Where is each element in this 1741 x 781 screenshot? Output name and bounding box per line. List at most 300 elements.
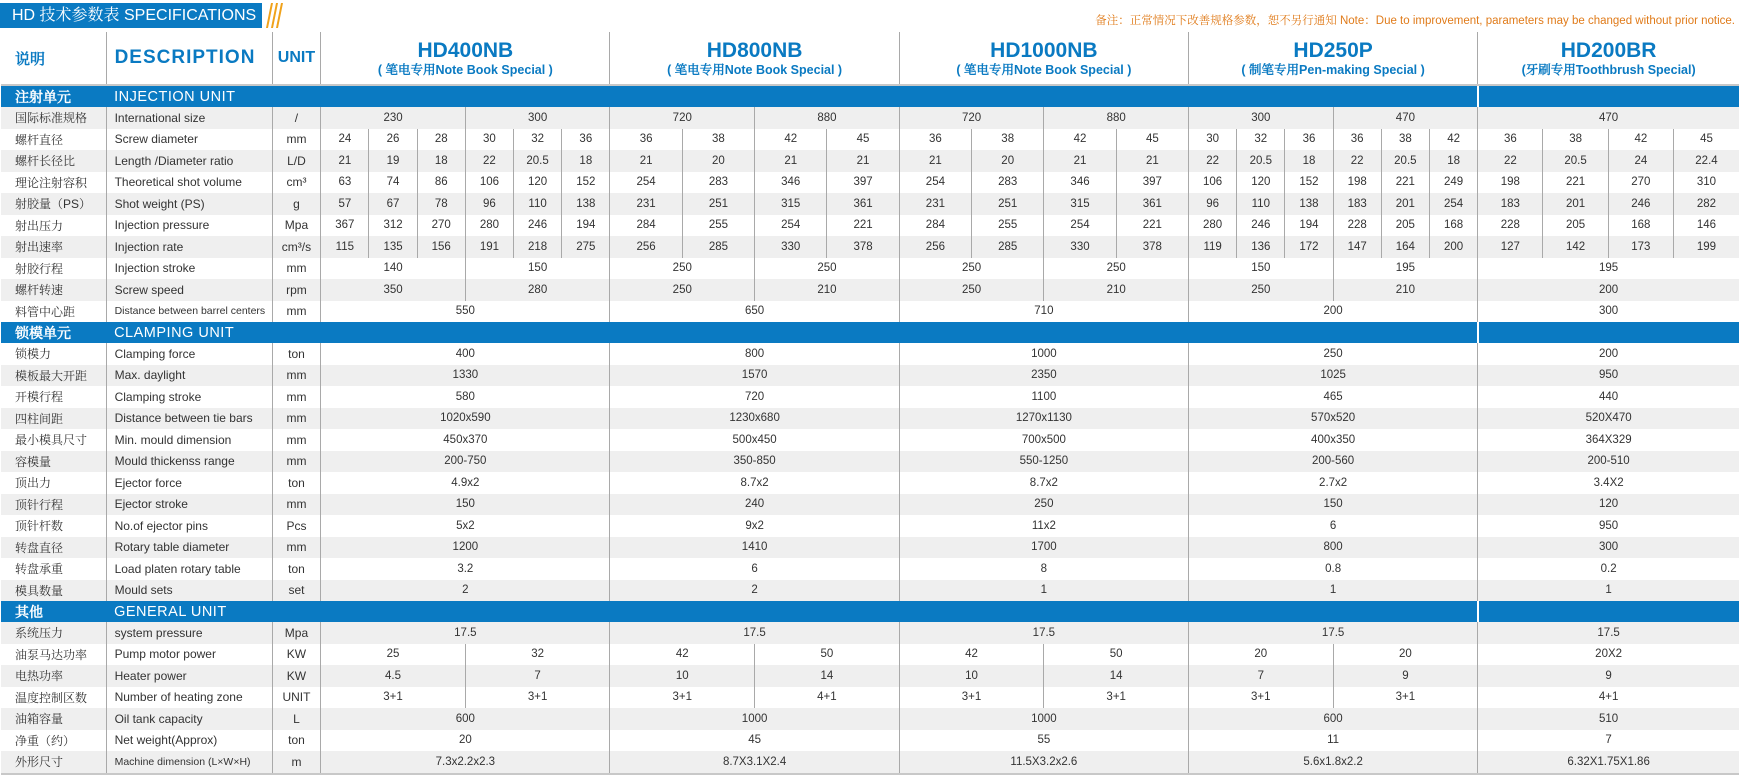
table-cell: 147 (1333, 236, 1381, 258)
row-unit: mm (272, 258, 321, 280)
table-cell: 20 (972, 150, 1044, 172)
page-title: HD 技术参数表 SPECIFICATIONS (0, 3, 262, 28)
table-cell: 378 (1116, 236, 1188, 258)
row-unit: KW (272, 644, 321, 666)
table-cell: 150 (465, 258, 610, 280)
table-cell: 7 (1478, 730, 1739, 752)
table-cell: 173 (1608, 236, 1673, 258)
table-cell: 280 (465, 215, 513, 237)
row-unit: / (272, 107, 321, 129)
table-cell: 246 (1608, 193, 1673, 215)
row-label-cn: 油箱容量 (1, 708, 106, 730)
table-cell: 200 (1478, 343, 1739, 365)
table-cell: 150 (1189, 258, 1334, 280)
row-label-cn: 射胶行程 (1, 258, 106, 280)
row-label-en: Oil tank capacity (106, 708, 272, 730)
row-label-en: Max. daylight (106, 365, 272, 387)
table-cell: 21 (1116, 150, 1188, 172)
table-cell: 38 (1543, 129, 1608, 151)
table-cell: 550 (321, 301, 610, 323)
table-cell: 21 (321, 150, 369, 172)
row-label-en: Shot weight (PS) (106, 193, 272, 215)
model-header-hd250p (1189, 32, 1478, 85)
row-unit: cm³ (272, 172, 321, 194)
table-cell: 580 (321, 386, 610, 408)
table-cell: 36 (562, 129, 610, 151)
table-cell: 350 (321, 279, 466, 301)
table-cell: 45 (1673, 129, 1739, 151)
table-cell: 142 (1543, 236, 1608, 258)
table-cell: 1270x1130 (899, 408, 1188, 430)
table-cell: 510 (1478, 708, 1739, 730)
table-cell: 400x350 (1189, 429, 1478, 451)
row-unit: mm (272, 429, 321, 451)
table-cell: 191 (465, 236, 513, 258)
table-cell: 67 (369, 193, 417, 215)
table-cell: 3+1 (899, 687, 1044, 709)
table-cell: 20 (682, 150, 754, 172)
table-cell: 1 (899, 580, 1188, 602)
table-cell: 254 (899, 172, 971, 194)
table-cell: 110 (1237, 193, 1285, 215)
table-cell: 221 (827, 215, 899, 237)
table-cell: 146 (1673, 215, 1739, 237)
table-cell: 183 (1478, 193, 1543, 215)
improvement-note: 备注：正常情况下改善规格参数，恕不另行通知 Note：Due to improvement, parameters may be changed without prior notice. (1095, 15, 1735, 27)
table-cell: 246 (514, 215, 562, 237)
table-cell: 50 (755, 644, 900, 666)
table-cell: 195 (1478, 258, 1739, 280)
table-cell: 600 (321, 708, 610, 730)
table-cell: 22 (1189, 150, 1237, 172)
table-cell: 42 (899, 644, 1044, 666)
table-cell: 950 (1478, 515, 1739, 537)
table-cell: 312 (369, 215, 417, 237)
table-cell: 106 (1189, 172, 1237, 194)
table-cell: 127 (1478, 236, 1543, 258)
table-cell: 284 (610, 215, 682, 237)
model-name: HD1000NB (990, 38, 1098, 62)
table-cell: 0.2 (1478, 558, 1739, 580)
row-unit: mm (272, 301, 321, 323)
section-title-en: CLAMPING UNIT (106, 322, 272, 343)
table-cell: 361 (827, 193, 899, 215)
table-row (1, 365, 1739, 387)
table-cell: 270 (417, 215, 465, 237)
table-cell: 270 (1608, 172, 1673, 194)
table-cell: 450x370 (321, 429, 610, 451)
table-cell: 18 (1285, 150, 1333, 172)
section-fill (272, 85, 1478, 107)
table-cell: 30 (1189, 129, 1237, 151)
table-cell: 285 (682, 236, 754, 258)
table-cell: 4.5 (321, 665, 466, 687)
table-cell: 183 (1333, 193, 1381, 215)
row-label-cn: 转盘承重 (1, 558, 106, 580)
col-header-unit: UNIT (272, 32, 321, 85)
table-cell: 240 (610, 494, 899, 516)
table-row (1, 279, 1739, 301)
row-label-en: Heater power (106, 665, 272, 687)
section-header-general-unit (1, 601, 1739, 622)
table-cell: 200-560 (1189, 451, 1478, 473)
table-row (1, 408, 1739, 430)
row-label-cn: 料管中心距 (1, 301, 106, 323)
row-unit: ton (272, 472, 321, 494)
table-cell: 22 (465, 150, 513, 172)
table-cell: 350-850 (610, 451, 899, 473)
table-cell: 300 (1478, 301, 1739, 323)
row-label-en: Distance between tie bars (106, 408, 272, 430)
row-unit: set (272, 580, 321, 602)
table-cell: 17.5 (321, 622, 610, 644)
table-cell: 36 (1478, 129, 1543, 151)
table-cell: 397 (827, 172, 899, 194)
table-cell: 195 (1333, 258, 1478, 280)
row-label-cn: 转盘直径 (1, 537, 106, 559)
table-cell: 4+1 (1478, 687, 1739, 709)
model-subtitle: (牙刷专用Toothbrush Special) (1521, 62, 1696, 77)
row-label-cn: 油泵马达功率 (1, 644, 106, 666)
table-row (1, 258, 1739, 280)
table-cell: 20.5 (1543, 150, 1608, 172)
table-cell: 250 (1189, 279, 1334, 301)
table-cell: 285 (972, 236, 1044, 258)
table-cell: 19 (369, 150, 417, 172)
table-cell: 280 (465, 279, 610, 301)
row-label-en: Screw speed (106, 279, 272, 301)
table-cell: 8.7x2 (899, 472, 1188, 494)
table-row (1, 429, 1739, 451)
table-cell: 20 (1333, 644, 1478, 666)
table-row (1, 708, 1739, 730)
table-cell: 20.5 (1237, 150, 1285, 172)
table-cell: 201 (1543, 193, 1608, 215)
row-label-cn: 国际标准规格 (1, 107, 106, 129)
table-cell: 205 (1381, 215, 1429, 237)
table-row (1, 215, 1739, 237)
table-cell: 36 (610, 129, 682, 151)
table-cell: 150 (321, 494, 610, 516)
table-cell: 367 (321, 215, 369, 237)
section-fill (272, 322, 1478, 343)
table-cell: 14 (1044, 665, 1189, 687)
row-unit: Pcs (272, 515, 321, 537)
table-cell: 210 (755, 279, 900, 301)
table-cell: 880 (755, 107, 900, 129)
table-row (1, 537, 1739, 559)
row-label-cn: 射胶量（PS） (1, 193, 106, 215)
table-cell: 378 (827, 236, 899, 258)
table-cell: 346 (1044, 172, 1116, 194)
table-cell: 32 (1237, 129, 1285, 151)
table-cell: 18 (562, 150, 610, 172)
table-cell: 300 (465, 107, 610, 129)
row-unit: Mpa (272, 215, 321, 237)
table-cell: 200-510 (1478, 451, 1739, 473)
row-label-cn: 射出压力 (1, 215, 106, 237)
table-cell: 32 (465, 644, 610, 666)
table-row (1, 730, 1739, 752)
row-unit: Mpa (272, 622, 321, 644)
table-cell: 600 (1189, 708, 1478, 730)
table-cell: 250 (899, 258, 1044, 280)
table-cell: 30 (465, 129, 513, 151)
table-cell: 8 (899, 558, 1188, 580)
model-name: HD200BR (1560, 38, 1657, 62)
table-cell: 315 (755, 193, 827, 215)
table-cell: 228 (1478, 215, 1543, 237)
table-cell: 800 (610, 343, 899, 365)
table-cell: 96 (1189, 193, 1237, 215)
table-row (1, 107, 1739, 129)
model-name: HD400NB (417, 38, 514, 62)
table-cell: 0.8 (1189, 558, 1478, 580)
table-row (1, 193, 1739, 215)
table-cell: 25 (321, 644, 466, 666)
table-cell: 17.5 (610, 622, 899, 644)
table-cell: 152 (562, 172, 610, 194)
table-cell: 880 (1044, 107, 1189, 129)
table-cell: 250 (610, 258, 755, 280)
row-unit: ton (272, 558, 321, 580)
table-cell: 21 (610, 150, 682, 172)
table-row (1, 129, 1739, 151)
table-row (1, 751, 1739, 774)
table-cell: 231 (610, 193, 682, 215)
table-cell: 800 (1189, 537, 1478, 559)
row-label-cn: 开模行程 (1, 386, 106, 408)
table-cell: 138 (562, 193, 610, 215)
table-cell: 205 (1543, 215, 1608, 237)
table-cell: 26 (369, 129, 417, 151)
table-cell: 4.9x2 (321, 472, 610, 494)
row-label-cn: 电热功率 (1, 665, 106, 687)
table-cell: 42 (1608, 129, 1673, 151)
row-unit: g (272, 193, 321, 215)
row-label-en: Injection rate (106, 236, 272, 258)
table-cell: 200 (1478, 279, 1739, 301)
row-unit: ton (272, 730, 321, 752)
model-name: HD250P (1293, 38, 1373, 62)
table-cell: 20.5 (514, 150, 562, 172)
table-cell: 194 (1285, 215, 1333, 237)
table-cell: 168 (1429, 215, 1477, 237)
table-cell: 18 (1429, 150, 1477, 172)
table-row (1, 301, 1739, 323)
table-cell: 20 (321, 730, 610, 752)
section-fill (272, 601, 1478, 622)
table-cell: 38 (1381, 129, 1429, 151)
table-row (1, 515, 1739, 537)
table-cell: 9 (1333, 665, 1478, 687)
row-label-cn: 净重（约） (1, 730, 106, 752)
table-cell: 1025 (1189, 365, 1478, 387)
table-cell: 36 (899, 129, 971, 151)
table-cell: 198 (1333, 172, 1381, 194)
table-cell: 250 (610, 279, 755, 301)
table-row (1, 386, 1739, 408)
table-cell: 201 (1381, 193, 1429, 215)
table-cell: 106 (465, 172, 513, 194)
table-cell: 300 (1189, 107, 1334, 129)
section-title-cn: 锁模单元 (1, 322, 106, 343)
table-cell: 6.32X1.75X1.86 (1478, 751, 1739, 774)
table-row (1, 580, 1739, 602)
row-label-en: No.of ejector pins (106, 515, 272, 537)
row-label-cn: 理论注射容积 (1, 172, 106, 194)
col-header-description: DESCRIPTION (106, 32, 272, 85)
row-label-cn: 外形尺寸 (1, 751, 106, 774)
table-cell: 254 (610, 172, 682, 194)
row-label-cn: 螺杆转速 (1, 279, 106, 301)
table-cell: 55 (899, 730, 1188, 752)
table-cell: 3+1 (610, 687, 755, 709)
row-label-en: Number of heating zone (106, 687, 272, 709)
table-cell: 440 (1478, 386, 1739, 408)
row-label-en: Mould thickenss range (106, 451, 272, 473)
table-cell: 38 (972, 129, 1044, 151)
table-cell: 10 (899, 665, 1044, 687)
table-row (1, 150, 1739, 172)
table-cell: 9 (1478, 665, 1739, 687)
table-cell: 950 (1478, 365, 1739, 387)
table-cell: 3+1 (321, 687, 466, 709)
table-cell: 28 (417, 129, 465, 151)
table-cell: 36 (1285, 129, 1333, 151)
row-label-cn: 螺杆长径比 (1, 150, 106, 172)
table-cell: 9x2 (610, 515, 899, 537)
section-fill (1478, 322, 1739, 343)
table-cell: 315 (1044, 193, 1116, 215)
table-cell: 3+1 (465, 687, 610, 709)
table-cell: 194 (562, 215, 610, 237)
table-cell: 231 (899, 193, 971, 215)
table-cell: 720 (610, 107, 755, 129)
row-label-cn: 顶出力 (1, 472, 106, 494)
table-cell: 36 (1333, 129, 1381, 151)
model-header-hd200br (1478, 32, 1739, 85)
table-cell: 221 (1543, 172, 1608, 194)
table-cell: 200 (1189, 301, 1478, 323)
table-cell: 251 (972, 193, 1044, 215)
table-row (1, 558, 1739, 580)
table-cell: 110 (514, 193, 562, 215)
stripes-decoration-icon (262, 3, 284, 28)
table-cell: 283 (682, 172, 754, 194)
table-cell: 1 (1478, 580, 1739, 602)
table-cell: 570x520 (1189, 408, 1478, 430)
table-cell: 1100 (899, 386, 1188, 408)
row-label-en: Clamping force (106, 343, 272, 365)
table-cell: 1570 (610, 365, 899, 387)
table-cell: 6 (1189, 515, 1478, 537)
model-subtitle: ( 笔电专用Note Book Special ) (956, 62, 1132, 77)
table-cell: 361 (1116, 193, 1188, 215)
table-cell: 330 (755, 236, 827, 258)
table-cell: 3+1 (1044, 687, 1189, 709)
table-cell: 254 (755, 215, 827, 237)
row-unit: rpm (272, 279, 321, 301)
table-cell: 228 (1333, 215, 1381, 237)
row-label-cn: 模具数量 (1, 580, 106, 602)
table-cell: 24 (321, 129, 369, 151)
table-cell: 250 (755, 258, 900, 280)
row-label-cn: 顶针杆数 (1, 515, 106, 537)
table-cell: 3+1 (1333, 687, 1478, 709)
row-label-en: Screw diameter (106, 129, 272, 151)
table-cell: 120 (514, 172, 562, 194)
row-unit: UNIT (272, 687, 321, 709)
table-cell: 63 (321, 172, 369, 194)
table-cell: 198 (1478, 172, 1543, 194)
header-banner (0, 3, 282, 28)
table-cell: 21 (899, 150, 971, 172)
table-cell: 20 (1189, 644, 1334, 666)
table-cell: 250 (1189, 343, 1478, 365)
table-cell: 500x450 (610, 429, 899, 451)
table-cell: 330 (1044, 236, 1116, 258)
table-cell: 22 (1333, 150, 1381, 172)
table-cell: 8.7x2 (610, 472, 899, 494)
table-cell: 168 (1608, 215, 1673, 237)
table-cell: 221 (1381, 172, 1429, 194)
table-cell: 254 (1044, 215, 1116, 237)
table-cell: 1700 (899, 537, 1188, 559)
table-cell: 550-1250 (899, 451, 1188, 473)
model-subtitle: ( 制笔专用Pen-making Special ) (1241, 62, 1425, 77)
table-cell: 45 (827, 129, 899, 151)
table-cell: 1 (1189, 580, 1478, 602)
table-cell: 3.4X2 (1478, 472, 1739, 494)
table-cell: 2350 (899, 365, 1188, 387)
table-row (1, 172, 1739, 194)
table-cell: 720 (899, 107, 1044, 129)
table-cell: 5x2 (321, 515, 610, 537)
table-cell: 42 (1429, 129, 1477, 151)
table-cell: 284 (899, 215, 971, 237)
row-label-cn: 射出速率 (1, 236, 106, 258)
table-cell: 24 (1608, 150, 1673, 172)
table-cell: 470 (1478, 107, 1739, 129)
table-cell: 275 (562, 236, 610, 258)
table-cell: 6 (610, 558, 899, 580)
table-cell: 465 (1189, 386, 1478, 408)
table-cell: 200-750 (321, 451, 610, 473)
table-cell: 255 (682, 215, 754, 237)
table-cell: 14 (755, 665, 900, 687)
row-label-cn: 锁模力 (1, 343, 106, 365)
table-cell: 256 (610, 236, 682, 258)
table-cell: 251 (682, 193, 754, 215)
table-cell: 2 (321, 580, 610, 602)
section-title-cn: 其他 (1, 601, 106, 622)
row-label-en: Rotary table diameter (106, 537, 272, 559)
table-cell: 78 (417, 193, 465, 215)
table-cell: 3+1 (1189, 687, 1334, 709)
model-header-hd400nb (321, 32, 610, 85)
table-cell: 364X329 (1478, 429, 1739, 451)
row-label-en: Length /Diameter ratio (106, 150, 272, 172)
row-label-cn: 四柱间距 (1, 408, 106, 430)
row-unit: L/D (272, 150, 321, 172)
table-cell: 150 (1189, 494, 1478, 516)
row-unit: mm (272, 451, 321, 473)
table-cell: 256 (899, 236, 971, 258)
table-cell: 50 (1044, 644, 1189, 666)
table-cell: 250 (899, 494, 1188, 516)
table-cell: 210 (1333, 279, 1478, 301)
